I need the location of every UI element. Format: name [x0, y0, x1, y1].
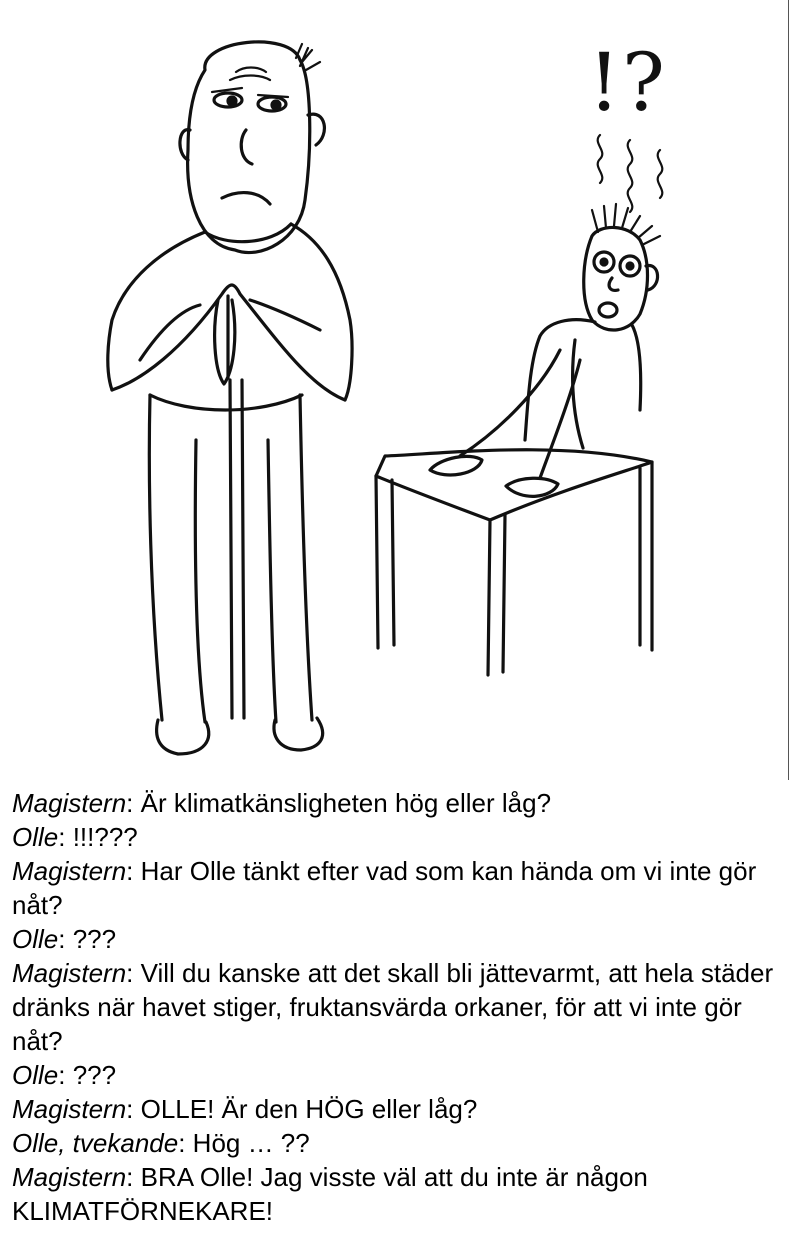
- desk-top: [376, 450, 652, 520]
- dialogue-line: [12, 820, 792, 854]
- dialogue-text: [12, 786, 792, 1228]
- line-text: : ???: [58, 924, 117, 954]
- speaker-name: Magistern: [12, 1162, 127, 1192]
- line-text: : Hög … ??: [178, 1128, 310, 1158]
- teacher-figure: [108, 42, 352, 754]
- dialogue-line: [12, 956, 792, 1058]
- line-text: : Har Olle tänkt efter vad som kan hända om vi inte gör nåt?: [12, 856, 757, 920]
- dialogue-line: [12, 786, 792, 820]
- speaker-name: Olle: [12, 924, 59, 954]
- line-text: : ???: [58, 1060, 117, 1090]
- teacher-hands: [215, 296, 235, 384]
- teacher-shoe-right: [274, 718, 323, 750]
- student-hand-right: [506, 478, 558, 496]
- dialogue-line: [12, 922, 792, 956]
- dialogue-line: [12, 1160, 792, 1228]
- teacher-head: [188, 42, 310, 253]
- dialogue-line: [12, 1058, 792, 1092]
- teacher-cane: [230, 380, 232, 718]
- student-hand-left: [430, 456, 482, 475]
- speaker-name: Magistern: [12, 1094, 127, 1124]
- teacher-shoe-left: [157, 720, 209, 754]
- dialogue-line: [12, 1092, 792, 1126]
- speaker-name: Magistern: [12, 788, 127, 818]
- exclamation-mark: !: [588, 36, 621, 129]
- speaker-name: Magistern: [12, 856, 127, 886]
- squiggle-lines: [598, 135, 663, 212]
- line-text: : Är klimatkänsligheten hög eller låg?: [126, 788, 552, 818]
- speaker-name: Olle: [12, 1060, 59, 1090]
- student-figure: [376, 36, 665, 675]
- line-text: : !!!???: [58, 822, 138, 852]
- dialogue-line: [12, 854, 792, 922]
- speaker-name: Olle, tvekande: [12, 1128, 179, 1158]
- teacher-nose: [241, 130, 252, 164]
- teacher-mouth: [222, 193, 270, 204]
- speaker-name: Olle: [12, 822, 59, 852]
- speaker-name: Magistern: [12, 958, 127, 988]
- student-mouth: [599, 303, 617, 317]
- question-mark: ?: [622, 36, 665, 129]
- line-text: : Vill du kanske att det skall bli jättevarmt, att hela städer dränks när havet stiger, fruktansvärda orkaner, för att vi inte gör nåt?: [12, 958, 774, 1056]
- student-hair: [592, 204, 660, 244]
- line-text: : OLLE! Är den HÖG eller låg?: [126, 1094, 478, 1124]
- dialogue-line: [12, 1126, 792, 1160]
- line-text: : BRA Olle! Jag visste väl att du inte är någon KLIMATFÖRNEKARE!: [12, 1162, 648, 1226]
